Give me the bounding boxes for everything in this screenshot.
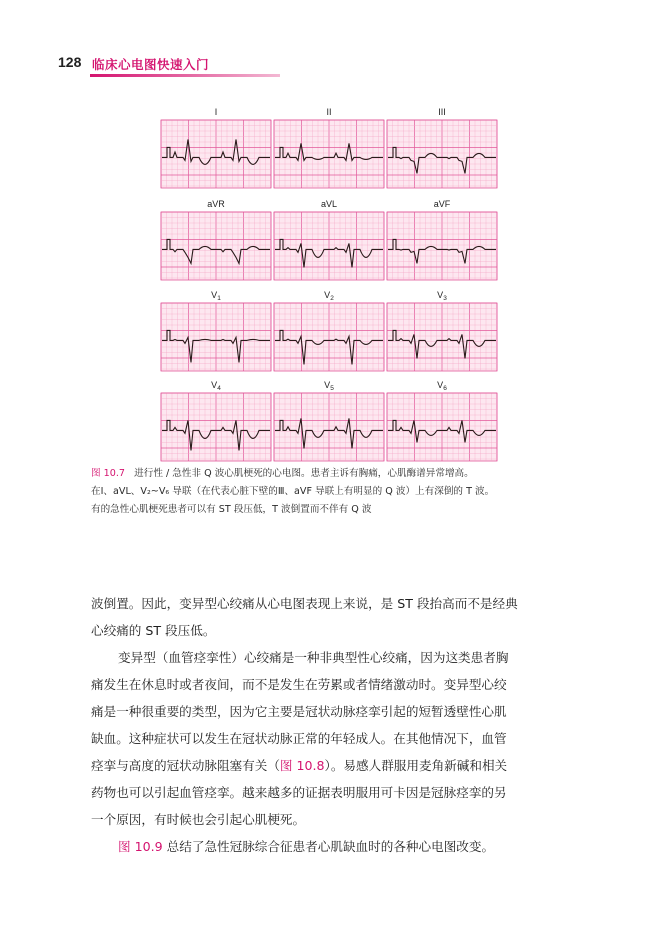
figure-ref-link[interactable]: 图 10.9 (118, 839, 163, 854)
running-header (58, 54, 358, 80)
body-line (91, 833, 583, 860)
header-rule (90, 74, 280, 77)
ecg-lead-panel (274, 107, 384, 188)
figure-caption (91, 465, 581, 519)
body-text-segment: ）。易感人群服用麦角新碱和相关 (324, 758, 508, 773)
body-line: 变异型（血管痉挛性）心绞痛是一种非典型性心绞痛，因为这类患者胸 (118, 650, 509, 665)
lead-label: $V_4$ (211, 380, 221, 392)
figure-ref-link[interactable]: 图 10.8 (279, 758, 325, 773)
ecg-lead-panel (161, 107, 271, 188)
ecg-lead-panel (161, 290, 271, 371)
ecg-lead-panel (274, 290, 384, 371)
lead-label: aVL (320, 199, 338, 209)
body-line (91, 752, 583, 779)
ecg-lead-panel (387, 107, 497, 188)
page-number: 128 (58, 54, 82, 70)
body-text-segment: 痉挛与高度的冠状动脉阻塞有关（ (91, 758, 280, 773)
ecg-lead-panel (274, 380, 384, 461)
ecg-lead-panel (274, 199, 384, 280)
book-title: 临床心电图快速入门 (92, 57, 210, 72)
ecg-grid-svg (158, 100, 508, 462)
ecg-figure (158, 100, 508, 462)
caption-line-1 (91, 465, 581, 483)
caption-line-2: 在Ⅰ、aVL、V₂~V₆ 导联（在代表心脏下壁的Ⅲ、aVF 导联上有明显的 Q 波）上有深倒的 T 波。 (91, 486, 495, 497)
body-line: 缺血。这种症状可以发生在冠状动脉正常的年轻成人。在其他情况下，血管 (91, 731, 507, 746)
body-line: 波倒置。因此，变异型心绞痛从心电图表现上来说，是 ST 段抬高而不是经典 (91, 596, 518, 611)
ecg-lead-panel (387, 290, 497, 371)
lead-label: aVF (433, 199, 451, 209)
lead-label: II (326, 107, 332, 117)
ecg-lead-panel (161, 199, 271, 280)
lead-label-subscript: 5 (330, 385, 334, 392)
lead-label-subscript: 3 (443, 295, 447, 302)
ecg-lead-panel (161, 380, 271, 461)
lead-label: $V_2$ (324, 290, 334, 302)
body-line: 一个原因，有时候也会引起心肌梗死。 (91, 812, 306, 827)
lead-label-subscript: 1 (217, 295, 221, 302)
caption-text-1: 进行性 / 急性非 Q 波心肌梗死的心电图。患者主诉有胸痛，心肌酶谱异常增高。 (134, 468, 474, 479)
lead-label: I (214, 107, 218, 117)
lead-label: $V_5$ (324, 380, 334, 392)
caption-line-3: 有的急性心肌梗死患者可以有 ST 段压低，T 波倒置而不伴有 Q 波 (91, 504, 372, 515)
lead-label: aVR (207, 199, 225, 209)
body-line: 药物也可以引起血管痉挛。越来越多的证据表明服用可卡因是冠脉痉挛的另 (91, 785, 507, 800)
ecg-lead-panel (387, 380, 497, 461)
body-text-segment: 总结了急性冠脉综合征患者心肌缺血时的各种心电图改变。 (162, 839, 495, 854)
lead-label: $V_1$ (211, 290, 221, 302)
body-text (91, 590, 583, 860)
ecg-lead-panel (387, 199, 497, 280)
lead-label: $V_3$ (437, 290, 447, 302)
lead-label: $V_6$ (437, 380, 447, 392)
lead-label: III (438, 107, 446, 117)
body-line: 痛是一种很重要的类型，因为它主要是冠状动脉痉挛引起的短暂透壁性心肌 (91, 704, 507, 719)
body-line: 心绞痛的 ST 段压低。 (91, 623, 216, 638)
lead-label-subscript: 4 (217, 385, 221, 392)
lead-label-subscript: 2 (330, 295, 334, 302)
lead-label-subscript: 6 (443, 385, 447, 392)
body-line: 痛发生在休息时或者夜间，而不是发生在劳累或者情绪激动时。变异型心绞 (91, 677, 507, 692)
caption-label: 图 10.7 (91, 468, 126, 479)
